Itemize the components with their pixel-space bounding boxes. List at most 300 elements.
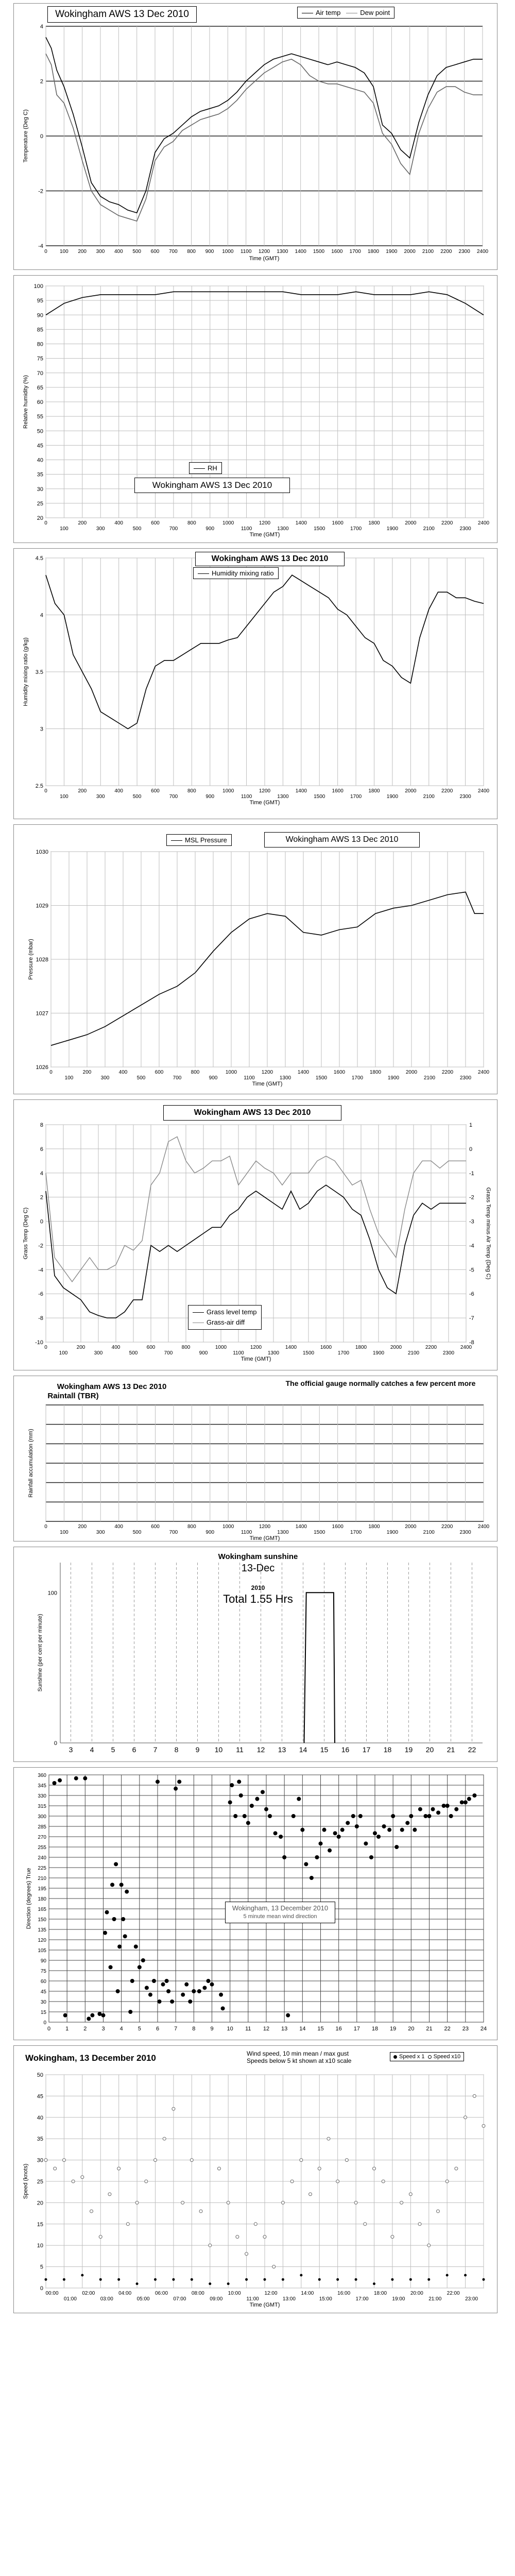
- x-tick-label: 1400: [295, 520, 307, 526]
- x-tick-label: 1700: [350, 794, 362, 800]
- x-tick-label: 300: [94, 1350, 103, 1356]
- wind-direction-point: [340, 1828, 345, 1832]
- x-tick-label: 500: [132, 526, 142, 532]
- x-tick-label: 12: [256, 1745, 265, 1754]
- x-tick-label: 9: [195, 1745, 200, 1754]
- x-tick-label: 500: [132, 794, 142, 800]
- wind-direction-point: [116, 1989, 120, 1993]
- y-tick-label: 150: [38, 1917, 46, 1923]
- x-tick-label: 1700: [349, 249, 361, 255]
- legend-line-swatch: [198, 573, 209, 574]
- x-tick-label: 1200: [259, 788, 271, 794]
- x-tick-label: 2400: [476, 249, 489, 255]
- x-tick-label: 100: [59, 249, 68, 255]
- pressure-chart: [14, 825, 498, 1095]
- x-tick-label: 2300: [458, 249, 470, 255]
- x-tick-label: 200: [76, 1345, 85, 1350]
- wind-direction-point: [255, 1797, 259, 1801]
- x-tick-label: 400: [118, 1070, 128, 1075]
- x-axis-label: Time (GMT): [252, 1081, 283, 1087]
- wind-direction-point: [355, 1824, 359, 1828]
- x-tick-label: 1200: [259, 520, 271, 526]
- y-tick-label: 65: [37, 384, 43, 391]
- x-tick-label: 2000: [405, 1070, 418, 1075]
- x-tick-label: 1: [65, 2026, 69, 2032]
- x-tick-label: 1100: [241, 1530, 252, 1535]
- y-tick-label: 180: [38, 1896, 46, 1902]
- speed-x1-point: [63, 2278, 65, 2281]
- wind-direction-point: [128, 2010, 132, 2014]
- x-tick-label: 19:00: [392, 2296, 405, 2302]
- y-axis-label: Sunshine (per cent per minute): [37, 1614, 43, 1692]
- x-tick-label: 700: [164, 1350, 173, 1356]
- x-tick-label: 2300: [459, 526, 471, 532]
- wind-direction-point: [103, 1931, 107, 1935]
- y2-tick-label: -4: [469, 1243, 474, 1249]
- x-tick-label: 600: [151, 520, 160, 526]
- wind-direction-point: [405, 1821, 409, 1825]
- y-axis-label: Speed (knots): [23, 2163, 29, 2199]
- speed-x10-point: [391, 2235, 394, 2239]
- x-tick-label: 300: [96, 249, 105, 255]
- x-tick-label: 12: [263, 2026, 270, 2032]
- x-tick-label: 800: [187, 249, 196, 255]
- speed-x1-point: [446, 2274, 449, 2277]
- x-tick-label: 300: [100, 1075, 110, 1081]
- x-tick-label: 24: [480, 2026, 487, 2032]
- y-tick-label: 10: [37, 2243, 43, 2249]
- speed-x10-point: [345, 2159, 348, 2162]
- y-axis-label: Humidity mixing ratio (g/kg): [23, 637, 29, 706]
- wind-direction-point: [206, 1979, 210, 1983]
- y-tick-label: 315: [38, 1804, 46, 1809]
- wind-direction-point: [83, 1776, 87, 1781]
- y-tick-label: 0: [40, 2285, 43, 2292]
- wind-direction-point: [387, 1828, 391, 1832]
- y-tick-label: 360: [38, 1773, 46, 1778]
- wind-direction-point: [449, 1814, 453, 1818]
- x-tick-label: 2100: [423, 1530, 435, 1535]
- y-tick-label: 45: [37, 443, 43, 449]
- wind-direction-point: [369, 1855, 373, 1859]
- x-tick-label: 400: [114, 788, 124, 794]
- y-tick-label: 210: [38, 1876, 46, 1882]
- y-tick-label: 85: [37, 327, 43, 333]
- x-tick-label: 1900: [387, 1075, 400, 1081]
- speed-x1-point: [227, 2282, 230, 2285]
- y-tick-label: -4: [38, 1267, 43, 1274]
- wind-direction-point: [123, 1934, 127, 1938]
- x-tick-label: 1000: [225, 1070, 237, 1075]
- speed-x1-point: [209, 2282, 211, 2285]
- x-tick-label: 03:00: [100, 2296, 113, 2302]
- y-tick-label: 135: [38, 1927, 46, 1933]
- x-tick-label: 12:00: [264, 2291, 278, 2296]
- wind-direction-point: [442, 1804, 446, 1808]
- legend-label-air-temp: Air temp: [316, 9, 341, 16]
- x-tick-label: 5: [138, 2026, 141, 2032]
- speed-x1-point: [282, 2278, 284, 2281]
- x-tick-label: 1800: [355, 1345, 367, 1350]
- x-tick-label: 19: [404, 1745, 413, 1754]
- y-tick-label: 120: [38, 1938, 46, 1943]
- speed-x10-point: [81, 2176, 84, 2179]
- x-tick-label: 1500: [302, 1350, 315, 1356]
- x-tick-label: 18: [383, 1745, 392, 1754]
- wind-direction-point: [97, 2012, 101, 2016]
- wind-speed-chart-subtitle: Wind speed, 10 min mean / max gust: [247, 2050, 349, 2057]
- x-tick-label: 1000: [215, 1345, 227, 1350]
- y-tick-label: 30: [37, 486, 43, 493]
- x-tick-label: 1900: [386, 249, 398, 255]
- speed-x10-point: [209, 2244, 212, 2247]
- wind-direction-point: [219, 1993, 223, 1997]
- y-tick-label: 100: [47, 1590, 57, 1597]
- y-tick-label: 20: [37, 515, 43, 521]
- x-tick-label: 800: [191, 1070, 200, 1075]
- wind-direction-point: [202, 1986, 207, 1990]
- wind-direction-point: [246, 1821, 250, 1825]
- x-tick-label: 17: [362, 1745, 371, 1754]
- x-tick-label: 2300: [459, 794, 471, 800]
- wind-direction-point: [304, 1862, 308, 1866]
- speed-x10-point: [181, 2201, 184, 2204]
- x-tick-label: 8: [192, 2026, 196, 2032]
- x-tick-label: 500: [132, 1530, 142, 1535]
- wind-direction-point: [391, 1814, 395, 1818]
- y-tick-label: 35: [37, 471, 43, 478]
- x-tick-label: 7: [174, 2026, 178, 2032]
- x-tick-label: 200: [78, 249, 87, 255]
- wind-direction-point: [239, 1793, 243, 1798]
- wind-direction-point: [423, 1814, 427, 1818]
- x-tick-label: 2000: [390, 1345, 402, 1350]
- wind-direction-point: [130, 1979, 134, 1983]
- x-tick-label: 300: [96, 794, 105, 800]
- wind-direction-point: [228, 1800, 232, 1804]
- x-tick-label: 2400: [477, 1070, 490, 1075]
- wind-direction-point: [121, 1917, 125, 1921]
- speed-x1-point: [409, 2278, 412, 2281]
- wind-direction-point: [63, 2013, 67, 2018]
- x-tick-label: 1900: [386, 794, 399, 800]
- legend-marker-speed-x1: [393, 2055, 397, 2059]
- wind-direction-point: [170, 1999, 174, 2004]
- x-tick-label: 900: [205, 249, 214, 255]
- y2-tick-label: -1: [469, 1170, 474, 1177]
- x-tick-label: 1400: [295, 1524, 307, 1530]
- x-tick-label: 21: [447, 1745, 455, 1754]
- x-tick-label: 20: [425, 1745, 434, 1754]
- speed-x10-point: [236, 2235, 239, 2239]
- x-tick-label: 0: [44, 1345, 47, 1350]
- x-tick-label: 09:00: [210, 2296, 223, 2302]
- y-tick-label: -4: [38, 243, 43, 249]
- sunshine-chart-year: 2010: [251, 1584, 265, 1591]
- x-tick-label: 10: [214, 1745, 223, 1754]
- wind-direction-point: [328, 1849, 332, 1853]
- speed-x10-point: [318, 2167, 321, 2170]
- speed-x10-point: [364, 2223, 367, 2226]
- grass-temp-chart: [14, 1100, 498, 1371]
- humidity-chart-title: Wokingham AWS 13 Dec 2010: [134, 478, 290, 493]
- y-tick-label: 40: [37, 2114, 43, 2121]
- x-tick-label: 1200: [258, 249, 270, 255]
- y-tick-label: 285: [38, 1824, 46, 1830]
- pressure-chart-panel: [13, 824, 497, 1094]
- x-tick-label: 08:00: [191, 2291, 204, 2296]
- x-tick-label: 700: [169, 1530, 178, 1535]
- y-axis-label: Rainfall accumulation (mm): [28, 1429, 34, 1498]
- x-tick-label: 1500: [314, 1530, 325, 1535]
- speed-x10-point: [300, 2159, 303, 2162]
- x-tick-label: 22: [468, 1745, 476, 1754]
- x-tick-label: 200: [78, 520, 87, 526]
- x-tick-label: 700: [169, 526, 178, 532]
- speed-x10-point: [217, 2167, 220, 2170]
- wind-speed-legend: [390, 2052, 464, 2061]
- speed-x10-point: [62, 2159, 65, 2162]
- x-tick-label: 100: [59, 1350, 68, 1356]
- legend-label-grass-air-diff: Grass-air diff: [207, 1318, 245, 1326]
- grass-temp-chart-title: Wokingham AWS 13 Dec 2010: [163, 1105, 341, 1121]
- y-tick-label: 240: [38, 1855, 46, 1861]
- speed-x10-point: [482, 2124, 485, 2127]
- x-tick-label: 700: [169, 794, 178, 800]
- wind-direction-point: [74, 1776, 78, 1781]
- mixing-ratio-chart: [14, 549, 498, 820]
- wind-direction-point: [431, 1807, 435, 1811]
- x-tick-label: 16:00: [337, 2291, 351, 2296]
- speed-x1-point: [136, 2282, 139, 2285]
- x-tick-label: 200: [78, 788, 87, 794]
- legend-line-swatch: [171, 840, 182, 841]
- wind-direction-point: [376, 1835, 381, 1839]
- wind-direction-point: [409, 1814, 413, 1818]
- wind-speed-chart: [14, 2046, 498, 2314]
- x-tick-label: 1500: [315, 1075, 328, 1081]
- speed-x10-point: [382, 2180, 385, 2183]
- y-tick-label: -2: [38, 188, 43, 195]
- speed-x10-point: [418, 2223, 421, 2226]
- speed-x10-point: [327, 2137, 330, 2140]
- x-tick-label: 1200: [250, 1345, 262, 1350]
- speed-x1-point: [45, 2278, 47, 2281]
- legend-item-diff: [193, 1317, 257, 1328]
- x-tick-label: 20:00: [410, 2291, 423, 2296]
- x-tick-label: 2100: [407, 1350, 420, 1356]
- x-axis-label: Time (GMT): [241, 1356, 271, 1362]
- x-tick-label: 05:00: [136, 2296, 150, 2302]
- y-tick-label: 90: [40, 1958, 46, 1964]
- speed-x10-point: [99, 2235, 102, 2239]
- wind-direction-point: [315, 1855, 319, 1859]
- x-tick-label: 1800: [368, 520, 380, 526]
- x-tick-label: 2200: [425, 1345, 437, 1350]
- speed-x10-point: [54, 2167, 57, 2170]
- y2-tick-label: 1: [469, 1122, 473, 1128]
- wind-direction-point: [351, 1814, 355, 1818]
- speed-x1-point: [336, 2278, 339, 2281]
- x-tick-label: 13:00: [282, 2296, 296, 2302]
- wind-direction-point: [177, 1780, 181, 1784]
- y-tick-label: 5: [40, 2264, 43, 2270]
- x-tick-label: 300: [96, 1530, 105, 1535]
- temperature-chart-title: Wokingham AWS 13 Dec 2010: [47, 6, 197, 23]
- y-tick-label: 15: [37, 2221, 43, 2228]
- x-tick-label: 1600: [332, 1524, 344, 1530]
- rainfall-chart-panel: [13, 1376, 497, 1541]
- x-tick-label: 1000: [222, 788, 234, 794]
- y-tick-label: 1029: [36, 903, 48, 909]
- x-tick-label: 1600: [333, 1070, 346, 1075]
- wind-direction-point: [413, 1828, 417, 1832]
- x-tick-label: 1000: [222, 520, 234, 526]
- wind-direction-point: [114, 1862, 118, 1866]
- speed-x10-point: [409, 2193, 412, 2196]
- x-tick-label: 1900: [372, 1350, 385, 1356]
- y-tick-label: -6: [38, 1291, 43, 1298]
- x-tick-label: 300: [96, 526, 105, 532]
- y-tick-label: 3: [40, 726, 43, 733]
- x-tick-label: 06:00: [154, 2291, 168, 2296]
- rainfall-chart-title: Wokingham AWS 13 Dec 2010: [57, 1382, 167, 1391]
- x-tick-label: 2100: [423, 1075, 436, 1081]
- x-tick-label: 5: [111, 1745, 115, 1754]
- x-tick-label: 1500: [314, 794, 325, 800]
- wind-direction-point: [454, 1807, 458, 1811]
- x-tick-label: 900: [205, 526, 215, 532]
- rainfall-annotation: The official gauge normally catches a few percent more: [285, 1379, 476, 1387]
- y-tick-label: 35: [37, 2136, 43, 2143]
- x-tick-label: 1700: [337, 1350, 350, 1356]
- y-tick-label: 0: [40, 133, 43, 140]
- x-tick-label: 1700: [351, 1075, 364, 1081]
- y-tick-label: 70: [37, 370, 43, 377]
- x-tick-label: 1600: [331, 249, 343, 255]
- y-axis-label: Relative humidity (%): [23, 375, 29, 429]
- x-tick-label: 1300: [277, 794, 289, 800]
- legend-line-swatch: [194, 468, 205, 469]
- x-tick-label: 2000: [405, 520, 417, 526]
- x-tick-label: 1500: [313, 249, 325, 255]
- y-tick-label: 45: [37, 2093, 43, 2100]
- speed-x10-point: [190, 2159, 193, 2162]
- x-tick-label: 2400: [477, 788, 490, 794]
- speed-x10-point: [455, 2167, 458, 2170]
- y-axis-label: Grass Temp (Deg C): [23, 1207, 29, 1260]
- y-tick-label: 300: [38, 1814, 46, 1820]
- wind-direction-point: [418, 1807, 422, 1811]
- x-tick-label: 7: [153, 1745, 158, 1754]
- x-tick-label: 700: [168, 249, 178, 255]
- wind-direction-point: [197, 1989, 201, 1993]
- x-tick-label: 2: [83, 2026, 87, 2032]
- wind-direction-point: [358, 1814, 363, 1818]
- y2-tick-label: -8: [469, 1340, 474, 1346]
- x-tick-label: 14:00: [301, 2291, 314, 2296]
- x-tick-label: 2200: [441, 788, 453, 794]
- y-tick-label: 195: [38, 1886, 46, 1892]
- wind-direction-point: [261, 1790, 265, 1794]
- speed-x10-point: [436, 2210, 439, 2213]
- x-tick-label: 100: [64, 1075, 74, 1081]
- speed-x10-point: [163, 2137, 166, 2140]
- wind-direction-point: [400, 1828, 404, 1832]
- humidity-chart-panel: [13, 275, 497, 543]
- speed-x1-point: [172, 2278, 175, 2281]
- wind-direction-point: [141, 1958, 145, 1962]
- x-tick-label: 0: [44, 249, 47, 255]
- wind-speed-chart-panel: [13, 2045, 497, 2313]
- y-axis-label: Direction (degrees) True: [26, 1868, 32, 1929]
- x-tick-label: 07:00: [173, 2296, 186, 2302]
- x-tick-label: 100: [60, 794, 68, 800]
- x-tick-label: 800: [181, 1345, 191, 1350]
- speed-x10-point: [145, 2180, 148, 2183]
- x-tick-label: 500: [129, 1350, 138, 1356]
- speed-x1-point: [191, 2278, 193, 2281]
- x-tick-label: 200: [82, 1070, 92, 1075]
- speed-x10-point: [44, 2159, 47, 2162]
- x-tick-label: 600: [151, 788, 160, 794]
- wind-direction-point: [148, 1993, 152, 1997]
- wind-direction-point: [188, 1999, 192, 2004]
- x-tick-label: 1100: [240, 249, 252, 255]
- speed-x10-point: [445, 2180, 449, 2183]
- speed-x10-point: [464, 2116, 467, 2119]
- x-tick-label: 400: [111, 1345, 121, 1350]
- speed-x1-point: [99, 2278, 102, 2281]
- humidity-chart: [14, 276, 498, 544]
- wind-direction-chart-subtitle: 5 minute mean wind direction: [243, 1913, 317, 1920]
- x-tick-label: 2400: [460, 1345, 472, 1350]
- x-tick-label: 2000: [405, 1524, 417, 1530]
- x-tick-label: 22:00: [447, 2291, 460, 2296]
- wind-direction-point: [109, 1965, 113, 1969]
- wind-speed-chart-title: Wokingham, 13 December 2010: [25, 2053, 156, 2063]
- y-tick-label: 1027: [36, 1010, 48, 1017]
- y-tick-label: -10: [35, 1340, 43, 1346]
- speed-x10-point: [272, 2265, 276, 2268]
- wind-direction-point: [230, 1783, 234, 1787]
- wind-direction-point: [221, 2006, 225, 2010]
- y-tick-label: 45: [40, 1989, 46, 1995]
- mixing-ratio-legend: [193, 567, 279, 579]
- x-tick-label: 400: [114, 1524, 124, 1530]
- y-tick-label: 1030: [36, 849, 48, 855]
- y-tick-label: -2: [38, 1243, 43, 1249]
- y-tick-label: 25: [37, 2179, 43, 2185]
- x-tick-label: 13: [278, 1745, 286, 1754]
- y-tick-label: 165: [38, 1907, 46, 1912]
- wind-direction-point: [268, 1814, 272, 1818]
- x-tick-label: 13: [281, 2026, 288, 2032]
- x-tick-label: 01:00: [63, 2296, 77, 2302]
- x-tick-label: 400: [114, 520, 124, 526]
- grass-temp-chart-panel: [13, 1099, 497, 1370]
- x-tick-label: 1600: [332, 788, 344, 794]
- x-tick-label: 1800: [369, 1070, 382, 1075]
- x-tick-label: 8: [174, 1745, 179, 1754]
- rainfall-chart-subtitle: Raintall (TBR): [47, 1392, 99, 1400]
- rainfall-chart: [14, 1376, 498, 1542]
- x-tick-label: 2400: [477, 1524, 490, 1530]
- x-tick-label: 2000: [405, 788, 417, 794]
- x-tick-label: 1700: [350, 526, 362, 532]
- x-tick-label: 1300: [277, 1530, 289, 1535]
- x-tick-label: 4: [119, 2026, 123, 2032]
